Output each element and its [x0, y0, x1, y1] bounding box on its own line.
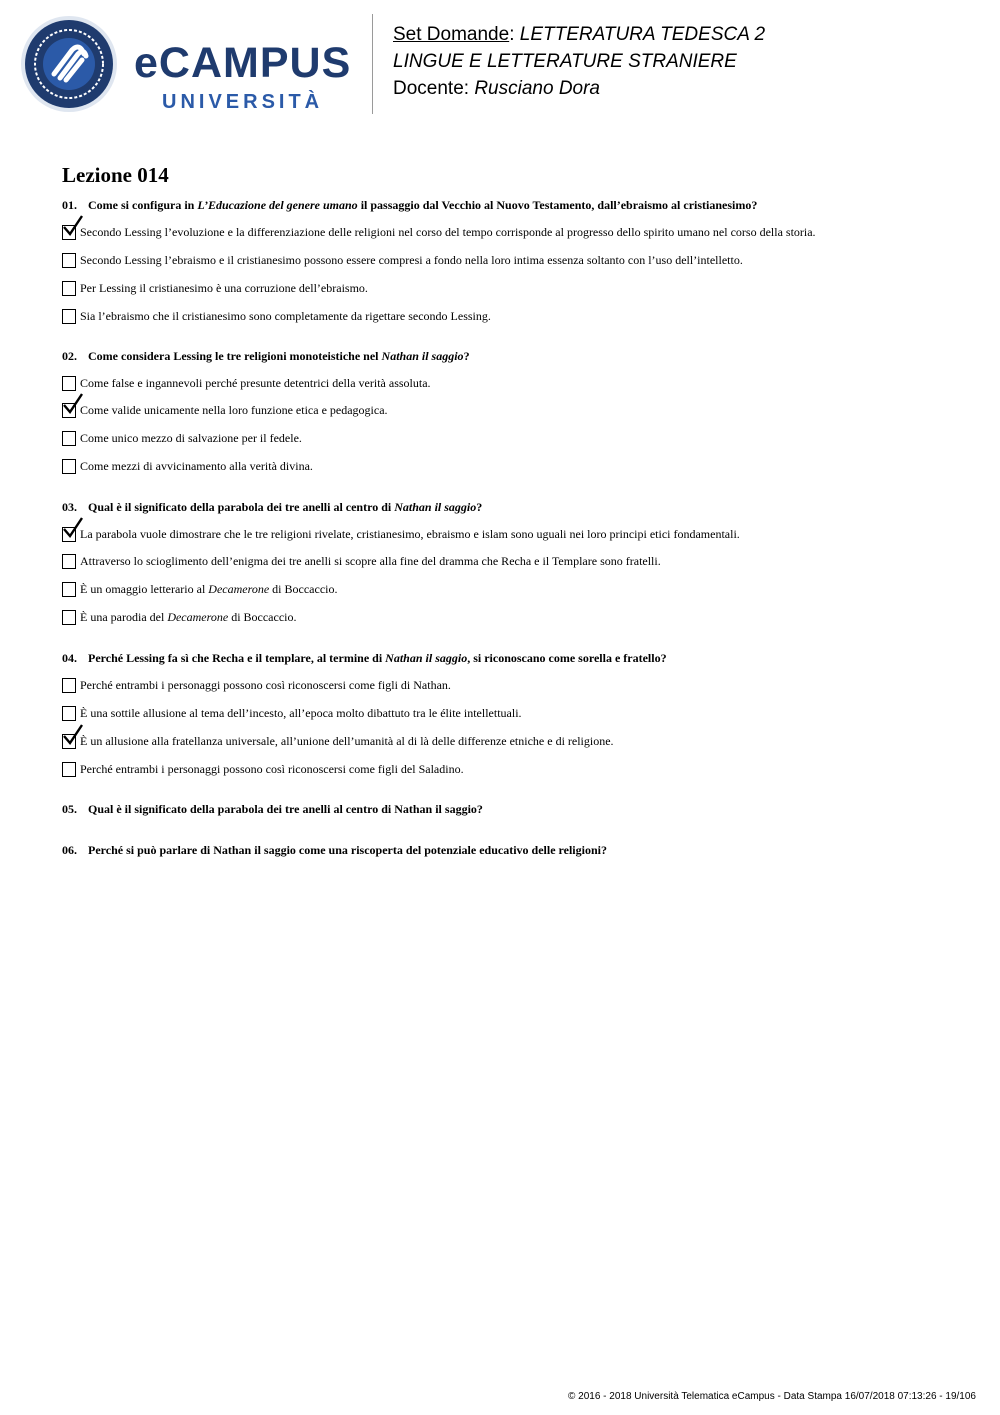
- answer-text: È un allusione alla fratellanza universale, all’unione dell’umanità al di là delle differenze etniche e di religione.: [80, 734, 614, 748]
- question-number: 06.: [62, 843, 77, 857]
- set-label: Set Domande: [393, 24, 510, 45]
- question-number: 04.: [62, 651, 77, 665]
- question-text-end: ?: [476, 500, 483, 514]
- question-number: 03.: [62, 500, 77, 514]
- question-05: [62, 802, 483, 817]
- checkbox[interactable]: [62, 459, 76, 474]
- question-text-end: il passaggio dal Vecchio al Nuovo Testamento, dall’ebraismo al cristianesimo?: [357, 198, 758, 212]
- docente-line: [393, 79, 600, 98]
- answer-text: Come false e ingannevoli perché presunte detentrici della verità assoluta.: [80, 376, 431, 390]
- question-text: Come si configura in: [88, 198, 198, 212]
- question-number: 02.: [62, 349, 77, 363]
- answer-text: La parabola vuole dimostrare che le tre religioni rivelate, cristianesimo, ebraismo e islam sono uguali nei loro principi etici fondamentali.: [80, 527, 740, 541]
- checkbox[interactable]: [62, 253, 76, 268]
- question-03: [62, 500, 482, 515]
- answer-text: Sia l’ebraismo che il cristianesimo sono completamente da rigettare secondo Lessing.: [80, 309, 491, 323]
- question-text-end: , si riconoscano come sorella e fratello?: [467, 651, 667, 665]
- answer-text: Perché entrambi i personaggi possono così riconoscersi come figli di Nathan.: [80, 678, 451, 692]
- ecampus-logo: [14, 14, 359, 114]
- header-divider: [372, 14, 373, 114]
- question-title-em: L’Educazione del genere umano: [197, 198, 358, 212]
- answer-text: È una parodia del Decamerone di Boccaccio.: [80, 610, 297, 624]
- docente-label: Docente:: [393, 78, 475, 99]
- question-title-em: Nathan il saggio: [385, 651, 468, 665]
- checkbox[interactable]: [62, 706, 76, 721]
- checkbox[interactable]: [62, 610, 76, 625]
- answer-text: Come valide unicamente nella loro funzione etica e pedagogica.: [80, 403, 388, 417]
- answer-text: Come unico mezzo di salvazione per il fedele.: [80, 431, 302, 445]
- lesson-title: Lezione 014: [62, 163, 169, 187]
- set-domande-line: [393, 25, 765, 44]
- question-text: Perché si può parlare di Nathan il saggio come una riscoperta del potenziale educativo delle religioni?: [88, 843, 607, 857]
- checkbox[interactable]: [62, 281, 76, 296]
- answer-text: Secondo Lessing l’ebraismo e il cristianesimo possono essere compresi a fondo nella loro intima essenza soltanto con l’uso dell’intelletto.: [80, 253, 743, 267]
- answer-text: Perché entrambi i personaggi possono così riconoscersi come figli del Saladino.: [80, 762, 464, 776]
- ecampus-seal-icon: [14, 14, 124, 114]
- question-text: Perché Lessing fa sì che Recha e il templare, al termine di: [88, 651, 386, 665]
- answer-text: Secondo Lessing l’evoluzione e la differenziazione delle religioni nel corso del tempo corrisponde al progresso dello spirito umano nel corso della storia.: [80, 225, 816, 239]
- answer-text: È un omaggio letterario al Decamerone di Boccaccio.: [80, 582, 338, 596]
- question-number: 05.: [62, 802, 77, 816]
- set-colon: :: [509, 24, 520, 45]
- checkbox[interactable]: [62, 554, 76, 569]
- brand-subtitle: UNIVERSITÀ: [162, 91, 324, 113]
- checkbox[interactable]: [62, 309, 76, 324]
- question-title-em: Nathan il saggio: [381, 349, 464, 363]
- question-number: 01.: [62, 198, 77, 212]
- docente-value: Rusciano Dora: [474, 78, 600, 99]
- course-name: LINGUE E LETTERATURE STRANIERE: [393, 51, 737, 72]
- answer-text: Come mezzi di avvicinamento alla verità divina.: [80, 459, 313, 473]
- question-text: Qual è il significato della parabola dei tre anelli al centro di Nathan il saggio?: [88, 802, 483, 816]
- set-value: LETTERATURA TEDESCA 2: [519, 24, 766, 45]
- checkbox[interactable]: [62, 762, 76, 777]
- page-header: [0, 0, 1000, 130]
- answer-text: Per Lessing il cristianesimo è una corruzione dell’ebraismo.: [80, 281, 368, 295]
- checkbox[interactable]: [62, 678, 76, 693]
- question-01: [62, 198, 757, 213]
- question-title-em: Nathan il saggio: [394, 500, 477, 514]
- answer-text: È una sottile allusione al tema dell’incesto, all’epoca molto dibattuto tra le élite intellettuali.: [80, 706, 522, 720]
- question-04: [62, 651, 667, 666]
- question-06: [62, 843, 607, 858]
- question-02: [62, 349, 470, 364]
- answer-text: Attraverso lo scioglimento dell’enigma dei tre anelli si scopre alla fine del dramma che Recha e il Templare sono fratelli.: [80, 554, 661, 568]
- checkbox[interactable]: [62, 376, 76, 391]
- checkbox[interactable]: [62, 582, 76, 597]
- checkbox[interactable]: [62, 431, 76, 446]
- page-footer: © 2016 - 2018 Università Telematica eCampus - Data Stampa 16/07/2018 07:13:26 - 19/106: [568, 1391, 976, 1402]
- question-text: Qual è il significato della parabola dei tre anelli al centro di: [88, 500, 395, 514]
- brand-name: eCAMPUS: [134, 39, 352, 87]
- question-text-end: ?: [463, 349, 470, 363]
- question-text: Come considera Lessing le tre religioni monoteistiche nel: [88, 349, 382, 363]
